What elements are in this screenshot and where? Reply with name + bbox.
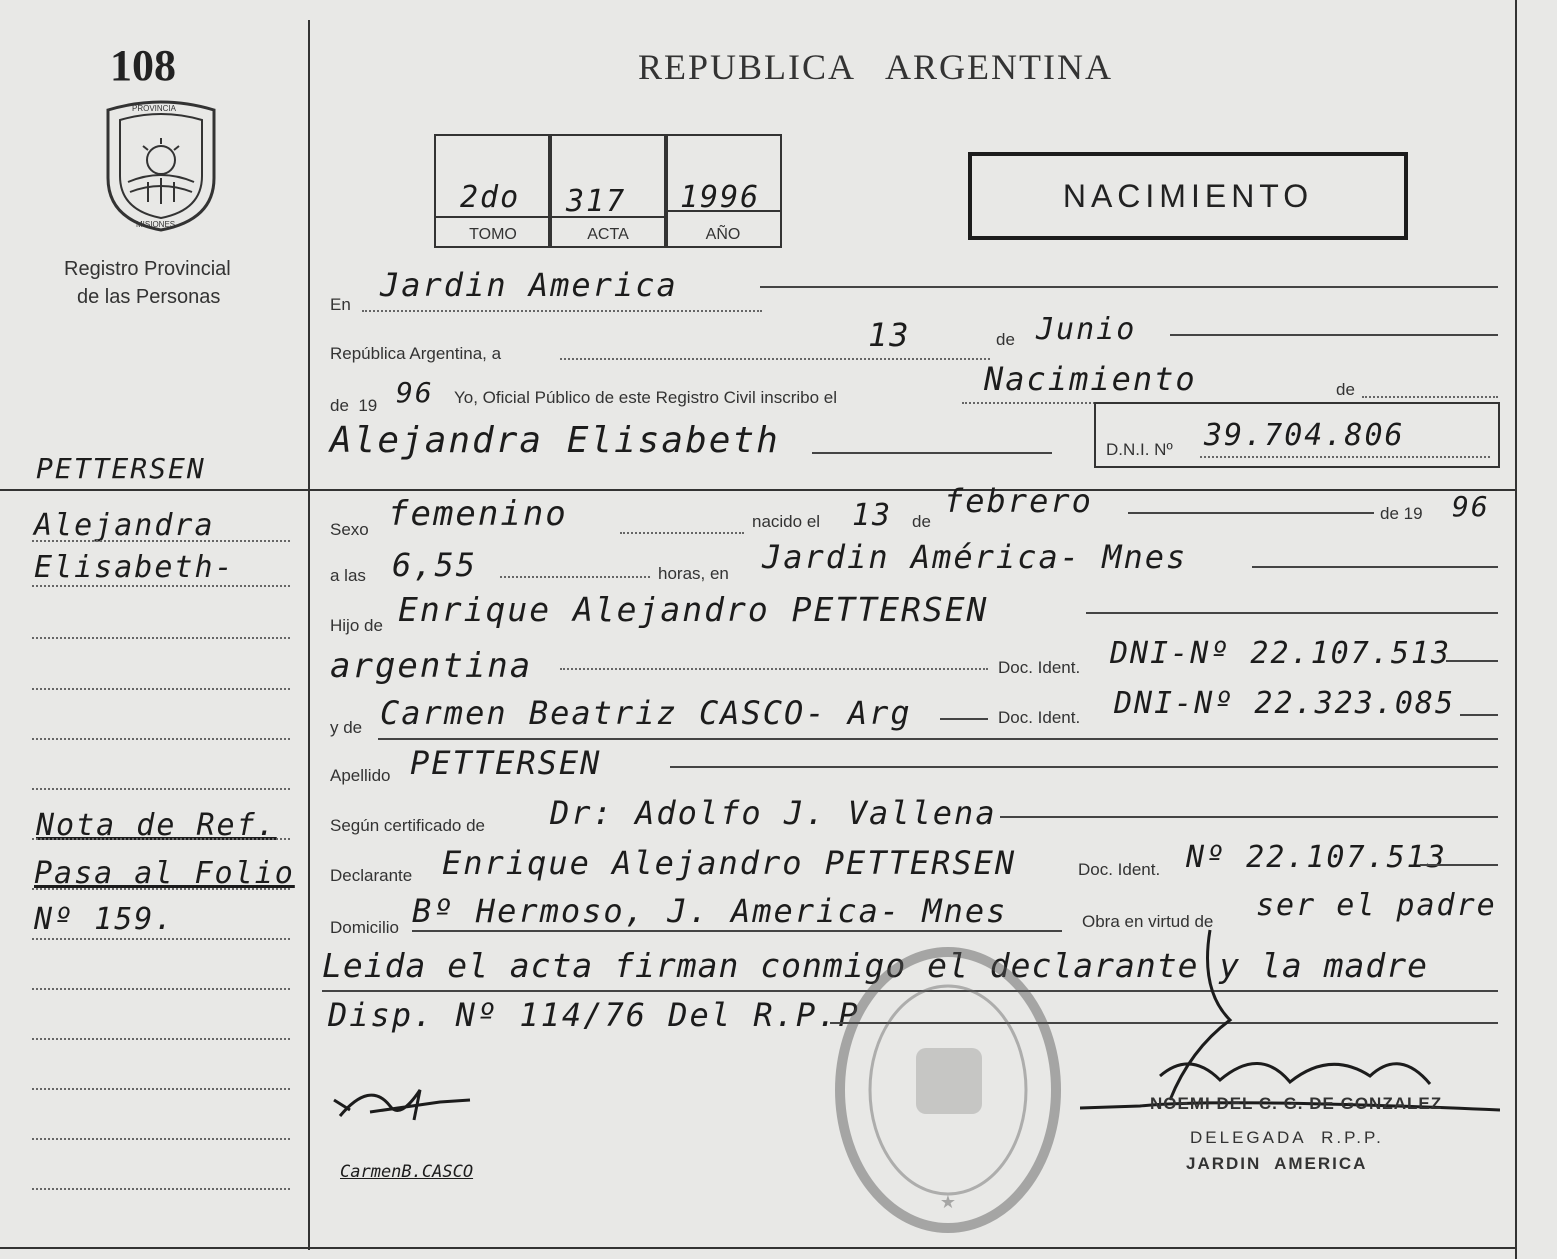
province-seal-icon (98, 98, 224, 234)
de-label-3: de (912, 512, 931, 531)
doc-label-3: Doc. Ident. (1078, 860, 1161, 879)
country-title: REPUBLICA ARGENTINA (638, 47, 1114, 87)
madre-value: Carmen Beatriz CASCO- Arg (380, 694, 912, 732)
disp-value: Disp. Nº 114/76 Del R.P.P (328, 996, 860, 1034)
inscribo-value: Nacimiento (984, 360, 1197, 398)
madre-underline (378, 738, 1498, 740)
dni-value: 39.704.806 (1204, 418, 1405, 453)
republica-dots (560, 358, 990, 360)
dni-label: D.N.I. Nº (1106, 440, 1173, 459)
firma-madre: CarmenB.CASCO (340, 1162, 474, 1182)
left-dotted-line (32, 540, 290, 542)
domicilio-value: Bº Hermoso, J. America- Mnes (412, 892, 1008, 930)
left-dotted-line (32, 838, 290, 840)
column-divider (308, 20, 310, 1250)
hora-value: 6,55 (392, 546, 478, 584)
nacido-mes-line (1128, 512, 1374, 514)
left-dotted-line (32, 988, 290, 990)
left-given-name-1: Alejandra (34, 508, 215, 543)
left-dotted-line (32, 1138, 290, 1140)
left-dotted-line (32, 938, 290, 940)
left-dotted-line (32, 788, 290, 790)
svg-text:★: ★ (939, 1192, 957, 1213)
anio-cell (664, 134, 782, 248)
left-dotted-line (32, 888, 290, 890)
declarante-line (1420, 864, 1498, 866)
acta-label: ACTA (587, 226, 629, 243)
left-dotted-line (32, 637, 290, 639)
official-stamp-icon (830, 940, 1070, 1240)
signature-icon (1080, 900, 1500, 1120)
left-note-3: Nº 159. (34, 902, 175, 937)
certificado-value: Dr: Adolfo J. Vallena (550, 794, 997, 832)
tomo-value: 2do (460, 180, 521, 215)
nacido-anio: 96 (1452, 490, 1490, 523)
de19-label: de 19 (330, 396, 378, 415)
left-dotted-line (32, 688, 290, 690)
sexo-label: Sexo (330, 520, 369, 539)
leida-value: Leida el acta firman conmigo el declarante y la madre (322, 946, 1428, 985)
registry-line-1: Registro Provincial (64, 258, 231, 280)
lugar-line (1252, 566, 1498, 568)
de-label: de (996, 330, 1015, 349)
left-given-name-2: Elisabeth- (34, 550, 235, 585)
nombre-line (812, 452, 1052, 454)
anio-value: 1996 (680, 180, 761, 215)
anio-label: AÑO (705, 226, 741, 243)
declarante-value: Enrique Alejandro PETTERSEN (442, 844, 1017, 882)
lugar-value: Jardin América- Mnes (762, 538, 1188, 576)
oficial-nombre: NOEMI DEL C. G. DE GONZALEZ (1150, 1094, 1443, 1113)
obra-label: Obra en virtud de (1082, 912, 1214, 931)
padre-line (1086, 612, 1498, 614)
doc-madre-line (1460, 714, 1498, 716)
page-number: 108 (110, 41, 176, 90)
nacionalidad-padre: argentina (330, 646, 533, 686)
nac-dots (560, 668, 988, 670)
signature-icon (330, 1070, 480, 1140)
padre-value: Enrique Alejandro PETTERSEN (398, 590, 989, 629)
mes-line (1170, 334, 1498, 336)
domicilio-line (412, 930, 1062, 932)
nacido-dia: 13 (852, 498, 893, 533)
doc-label-2: Doc. Ident. (998, 708, 1081, 727)
doc-madre-value: DNI-Nº 22.323.085 (1114, 686, 1456, 721)
republica-label: República Argentina, a (330, 344, 502, 363)
nacido-mes: febrero (944, 482, 1093, 520)
domicilio-label: Domicilio (330, 918, 399, 937)
oficial-cargo: DELEGADA R.P.P. (1190, 1128, 1384, 1147)
en-dots (362, 310, 762, 312)
madre-line (940, 718, 988, 720)
declarante-label: Declarante (330, 866, 413, 885)
left-dotted-line (32, 585, 290, 587)
right-margin-line (1515, 0, 1517, 1259)
hijo-label: Hijo de (330, 616, 383, 635)
de19-label-2: de 19 (1380, 504, 1423, 523)
apellido-line (670, 766, 1498, 768)
de-dots (1362, 396, 1498, 398)
horas-label: horas, en (658, 564, 729, 583)
bottom-border (0, 1247, 1515, 1249)
left-note-2: Pasa al Folio (34, 856, 295, 891)
document-type: NACIMIENTO (1062, 178, 1314, 214)
sexo-dots (620, 532, 744, 534)
seal-text-top: PROVINCIA (132, 104, 177, 113)
nombre-value: Alejandra Elisabeth (330, 420, 780, 461)
anio2-value: 96 (396, 376, 434, 409)
en-value: Jardin America (380, 266, 678, 304)
dia-value: 13 (868, 316, 911, 354)
dni-box (1094, 402, 1500, 468)
hora-dots (500, 576, 650, 578)
yo-label: Yo, Oficial Público de este Registro Civil inscribo el (454, 388, 837, 407)
mes-value: Junio (1036, 312, 1137, 347)
yde-label: y de (330, 718, 363, 737)
obra-value: ser el padre (1256, 888, 1497, 923)
acta-value: 317 (566, 184, 627, 219)
left-dotted-line (32, 1038, 290, 1040)
sexo-value: femenino (388, 494, 568, 534)
nacido-label: nacido el (752, 512, 821, 531)
document-type-box (968, 152, 1408, 240)
doc-padre-value: DNI-Nº 22.107.513 (1110, 636, 1452, 671)
acta-cell (548, 134, 668, 248)
left-note-1: Nota de Ref. (36, 808, 277, 843)
seal-text-bottom: MISIONES (136, 220, 176, 229)
section-divider (0, 489, 1515, 491)
certificado-label: Según certificado de (330, 816, 485, 835)
tomo-label: TOMO (469, 226, 517, 243)
alas-label: a las (330, 566, 366, 585)
apellido-value: PETTERSEN (410, 744, 602, 782)
en-line (760, 286, 1498, 288)
registry-line-2: de las Personas (77, 286, 221, 308)
de-label-2: de (1336, 380, 1355, 399)
apellido-label: Apellido (330, 766, 391, 785)
oficial-lugar: JARDIN AMERICA (1186, 1154, 1368, 1173)
left-dotted-line (32, 738, 290, 740)
tomo-cell (434, 134, 552, 248)
doc-declarante-value: Nº 22.107.513 (1186, 840, 1447, 875)
dni-dots (1200, 456, 1490, 458)
en-label: En (330, 295, 351, 314)
left-dotted-line (32, 1088, 290, 1090)
left-dotted-line (32, 1188, 290, 1190)
certificado-line (1000, 816, 1498, 818)
doc-label: Doc. Ident. (998, 658, 1081, 677)
doc-padre-line (1446, 660, 1498, 662)
left-surname: PETTERSEN (36, 452, 206, 485)
